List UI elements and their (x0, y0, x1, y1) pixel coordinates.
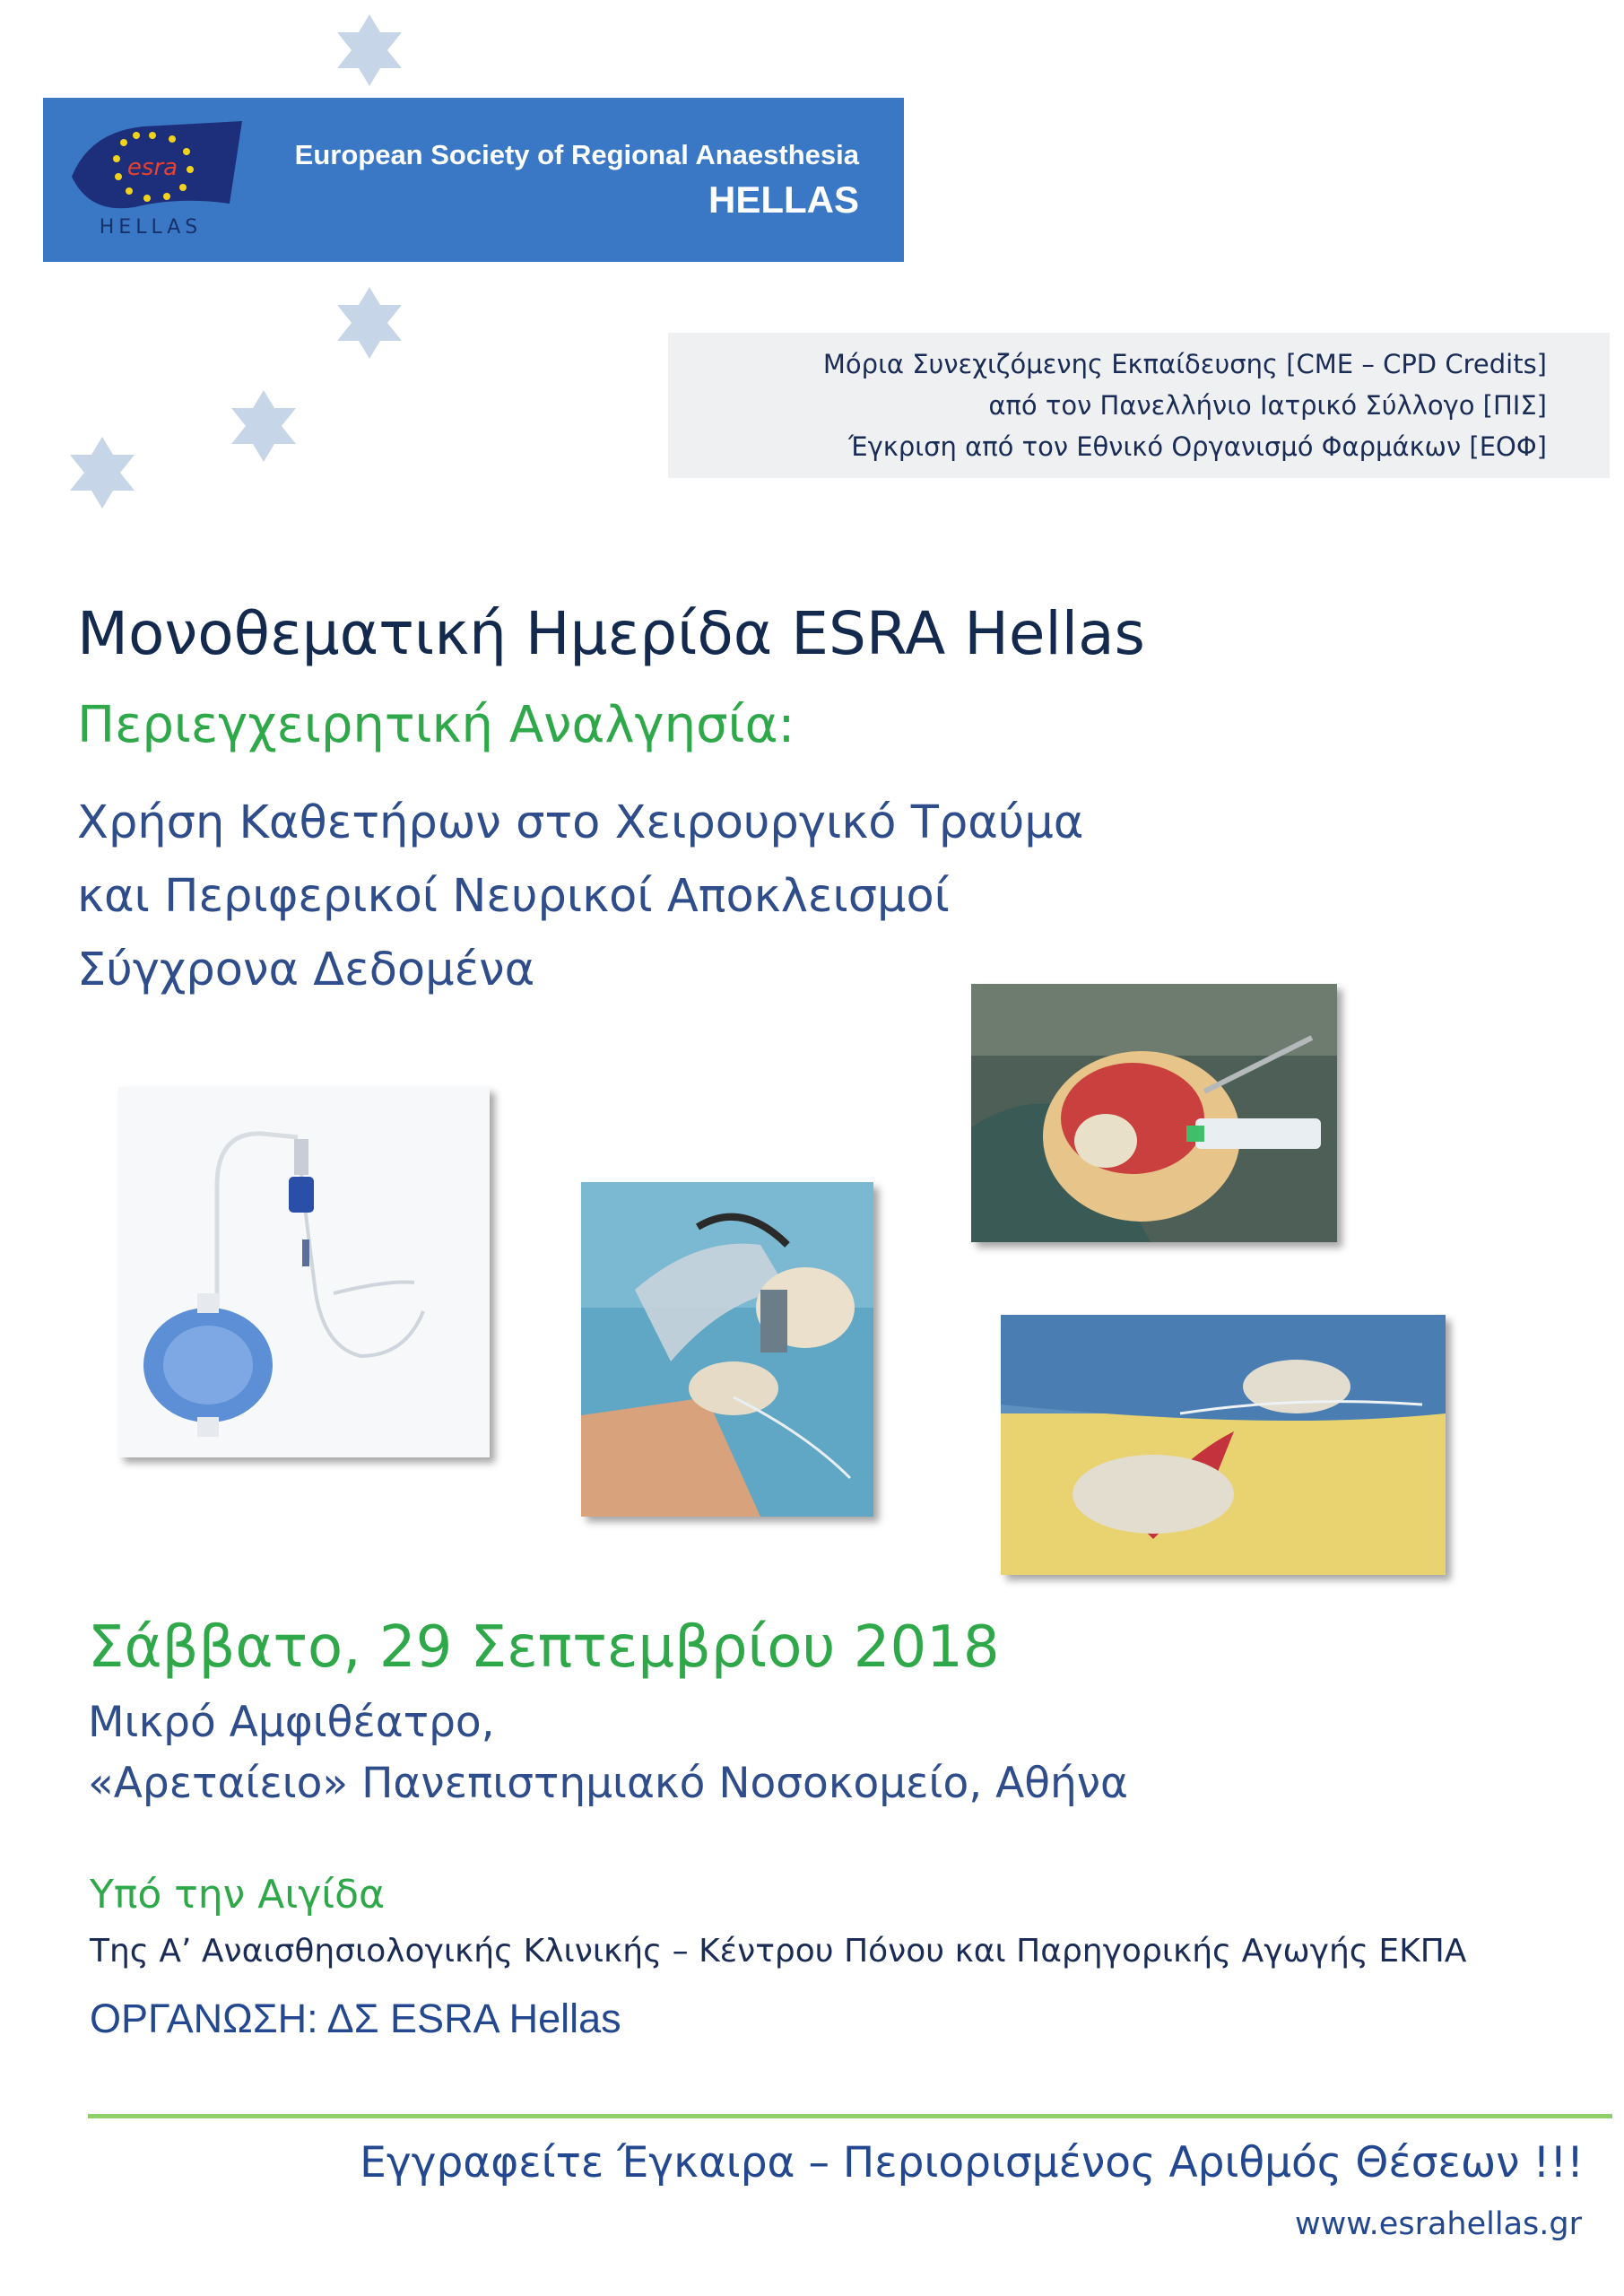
registration-notice: Εγγραφείτε Έγκαιρα – Περιορισμένος Αριθμός Θέσεων !!! (360, 2138, 1584, 2187)
organization-branch: HELLAS (708, 178, 859, 221)
event-title: Μονοθεματική Ημερίδα ESRA Hellas (77, 599, 1145, 668)
subtitle-line-2: και Περιφερικοί Νευρικοί Αποκλεισμοί (77, 870, 950, 923)
website-link[interactable]: www.esrahellas.gr (1295, 2206, 1582, 2242)
organization-name: European Society of Regional Anaesthesia (294, 139, 859, 170)
credits-line-1: Μόρια Συνεχιζόμενης Εκπαίδευσης [CME – CPD Credits] (822, 349, 1547, 379)
venue-line-2: «Αρεταίειο» Πανεπιστημιακό Νοσοκομείο, Αθήνα (88, 1759, 1129, 1808)
photo-catheter-pump (118, 1087, 490, 1457)
star-decoration-4 (65, 435, 140, 510)
organizer: ΟΡΓΑΝΩΣΗ: ΔΣ ESRA Hellas (90, 1996, 621, 2041)
photo-knee-surgery (971, 984, 1337, 1242)
star-decoration-1 (332, 13, 407, 88)
photo-wound-catheter (1001, 1315, 1446, 1575)
subtitle-line-3: Σύγχρονα Δεδομένα (77, 944, 535, 996)
credits-line-3: Έγκριση από τον Εθνικό Οργανισμό Φαρμάκων [ΕΟΦ] (847, 431, 1547, 462)
credits-box (668, 333, 1610, 478)
photo-ultrasound-block (581, 1182, 873, 1517)
subtitle-line-1: Χρήση Καθετήρων στο Χειρουργικό Τραύμα (77, 796, 1084, 849)
credits-line-2: από τον Πανελλήνιο Ιατρικό Σύλλογο [ΠΙΣ] (988, 390, 1547, 421)
header-banner (43, 98, 904, 262)
star-decoration-2 (332, 285, 407, 361)
event-topic: Περιεγχειρητική Αναλγησία: (77, 696, 795, 754)
star-decoration-3 (226, 388, 301, 464)
logo-text: esra (126, 154, 178, 181)
footer-divider (88, 2114, 1612, 2118)
aegis-text: Της Α’ Αναισθησιολογικής Κλινικής – Κέντρου Πόνου και Παρηγορικής Αγωγής ΕΚΠΑ (90, 1933, 1467, 1970)
esra-logo (63, 114, 251, 225)
aegis-label: Υπό την Αιγίδα (90, 1872, 386, 1918)
venue-line-1: Μικρό Αμφιθέατρο, (88, 1698, 495, 1747)
logo-hellas-text: HELLAS (99, 216, 203, 239)
event-date: Σάββατο, 29 Σεπτεμβρίου 2018 (88, 1614, 1000, 1681)
